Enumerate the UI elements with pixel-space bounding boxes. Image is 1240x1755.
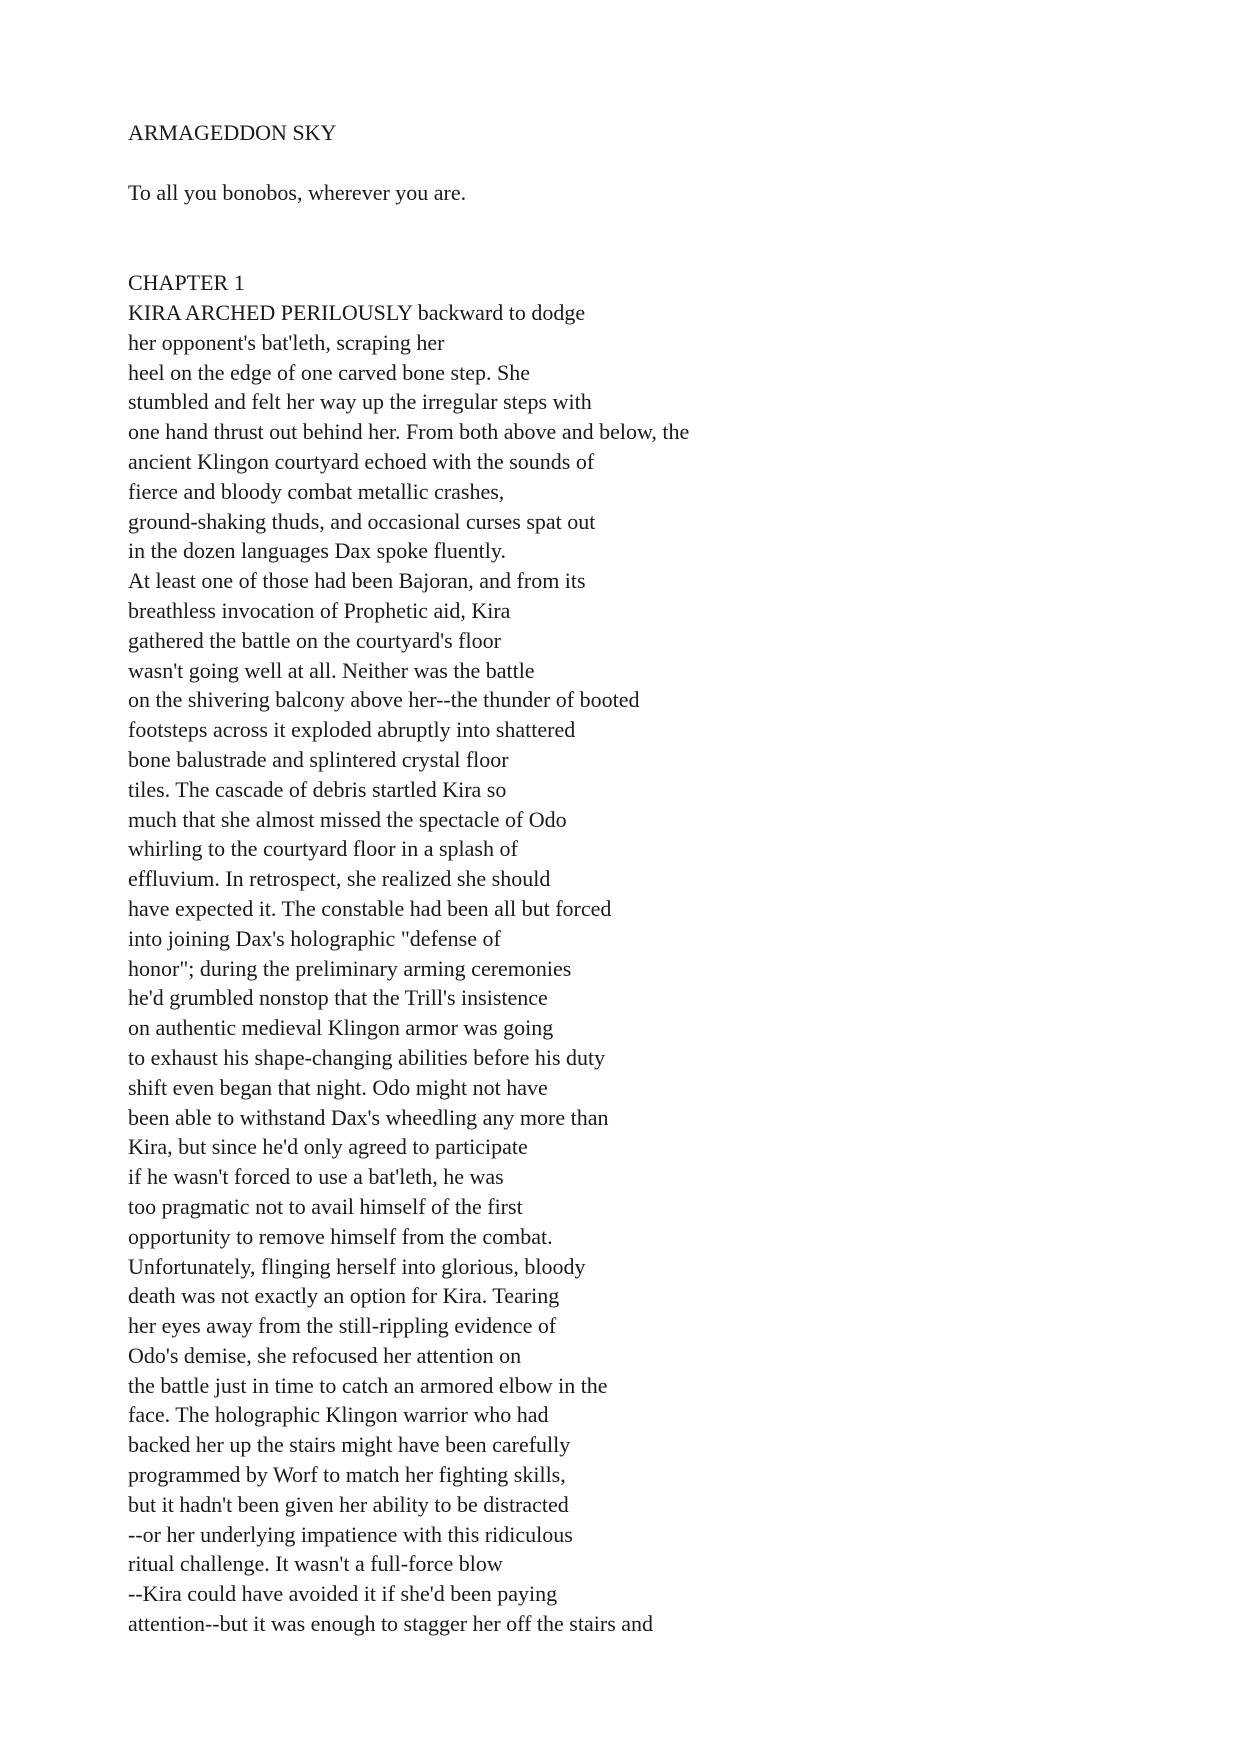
body-line: fierce and bloody combat metallic crashes, <box>128 478 505 504</box>
body-line: into joining Dax's holographic "defense of <box>128 925 501 951</box>
body-line: on the shivering balcony above her--the thunder of booted <box>128 687 640 713</box>
body-line: Kira, but since he'd only agreed to participate <box>128 1134 528 1160</box>
body-line: opportunity to remove himself from the combat. <box>128 1223 553 1249</box>
chapter-body <box>128 298 689 1639</box>
body-line: death was not exactly an option for Kira. Tearing <box>128 1283 560 1309</box>
body-line: --or her underlying impatience with this ridiculous <box>128 1521 573 1547</box>
body-line: breathless invocation of Prophetic aid, Kira <box>128 597 511 623</box>
body-line: honor"; during the preliminary arming ceremonies <box>128 955 572 981</box>
body-line: At least one of those had been Bajoran, and from its <box>128 568 586 594</box>
body-line: the battle just in time to catch an armored elbow in the <box>128 1372 608 1398</box>
body-line: her eyes away from the still-rippling evidence of <box>128 1313 557 1339</box>
body-line: shift even began that night. Odo might not have <box>128 1074 548 1100</box>
body-line: backed her up the stairs might have been carefully <box>128 1432 571 1458</box>
body-line: wasn't going well at all. Neither was the battle <box>128 657 535 683</box>
body-line: whirling to the courtyard floor in a splash of <box>128 836 518 862</box>
body-line: to exhaust his shape-changing abilities before his duty <box>128 1044 606 1070</box>
body-line: bone balustrade and splintered crystal floor <box>128 746 509 772</box>
body-line: stumbled and felt her way up the irregular steps with <box>128 389 592 415</box>
body-line: much that she almost missed the spectacle of Odo <box>128 806 567 832</box>
body-line: ritual challenge. It wasn't a full-force blow <box>128 1551 503 1577</box>
body-line: Odo's demise, she refocused her attention on <box>128 1342 522 1368</box>
body-line: too pragmatic not to avail himself of the first <box>128 1193 523 1219</box>
body-line: ancient Klingon courtyard echoed with the sounds of <box>128 448 595 474</box>
body-line: in the dozen languages Dax spoke fluently. <box>128 538 506 564</box>
body-line: heel on the edge of one carved bone step. She <box>128 359 530 385</box>
body-line: been able to withstand Dax's wheedling any more than <box>128 1104 609 1130</box>
body-line: he'd grumbled nonstop that the Trill's insistence <box>128 985 548 1011</box>
body-line: have expected it. The constable had been all but forced <box>128 895 612 921</box>
chapter-heading: CHAPTER 1 <box>128 270 245 295</box>
dedication: To all you bonobos, wherever you are. <box>128 180 467 205</box>
body-line: tiles. The cascade of debris startled Kira so <box>128 776 507 802</box>
body-line: ground-shaking thuds, and occasional curses spat out <box>128 508 596 534</box>
body-line: one hand thrust out behind her. From both above and below, the <box>128 419 690 445</box>
body-line: her opponent's bat'leth, scraping her <box>128 329 445 355</box>
body-line: footsteps across it exploded abruptly into shattered <box>128 717 576 743</box>
body-line: but it hadn't been given her ability to be distracted <box>128 1491 569 1517</box>
body-line: attention--but it was enough to stagger her off the stairs and <box>128 1611 654 1637</box>
body-line: gathered the battle on the courtyard's floor <box>128 627 501 653</box>
body-line: Unfortunately, flinging herself into glorious, bloody <box>128 1253 586 1279</box>
body-line: on authentic medieval Klingon armor was going <box>128 1015 554 1041</box>
body-line: face. The holographic Klingon warrior who had <box>128 1402 549 1428</box>
body-line: effluvium. In retrospect, she realized she should <box>128 866 551 892</box>
body-line: --Kira could have avoided it if she'd been paying <box>128 1581 558 1607</box>
body-line: KIRA ARCHED PERILOUSLY backward to dodge <box>128 300 586 325</box>
book-title: ARMAGEDDON SKY <box>128 120 337 145</box>
body-line: programmed by Worf to match her fighting skills, <box>128 1462 566 1488</box>
body-line: if he wasn't forced to use a bat'leth, he was <box>128 1164 504 1190</box>
